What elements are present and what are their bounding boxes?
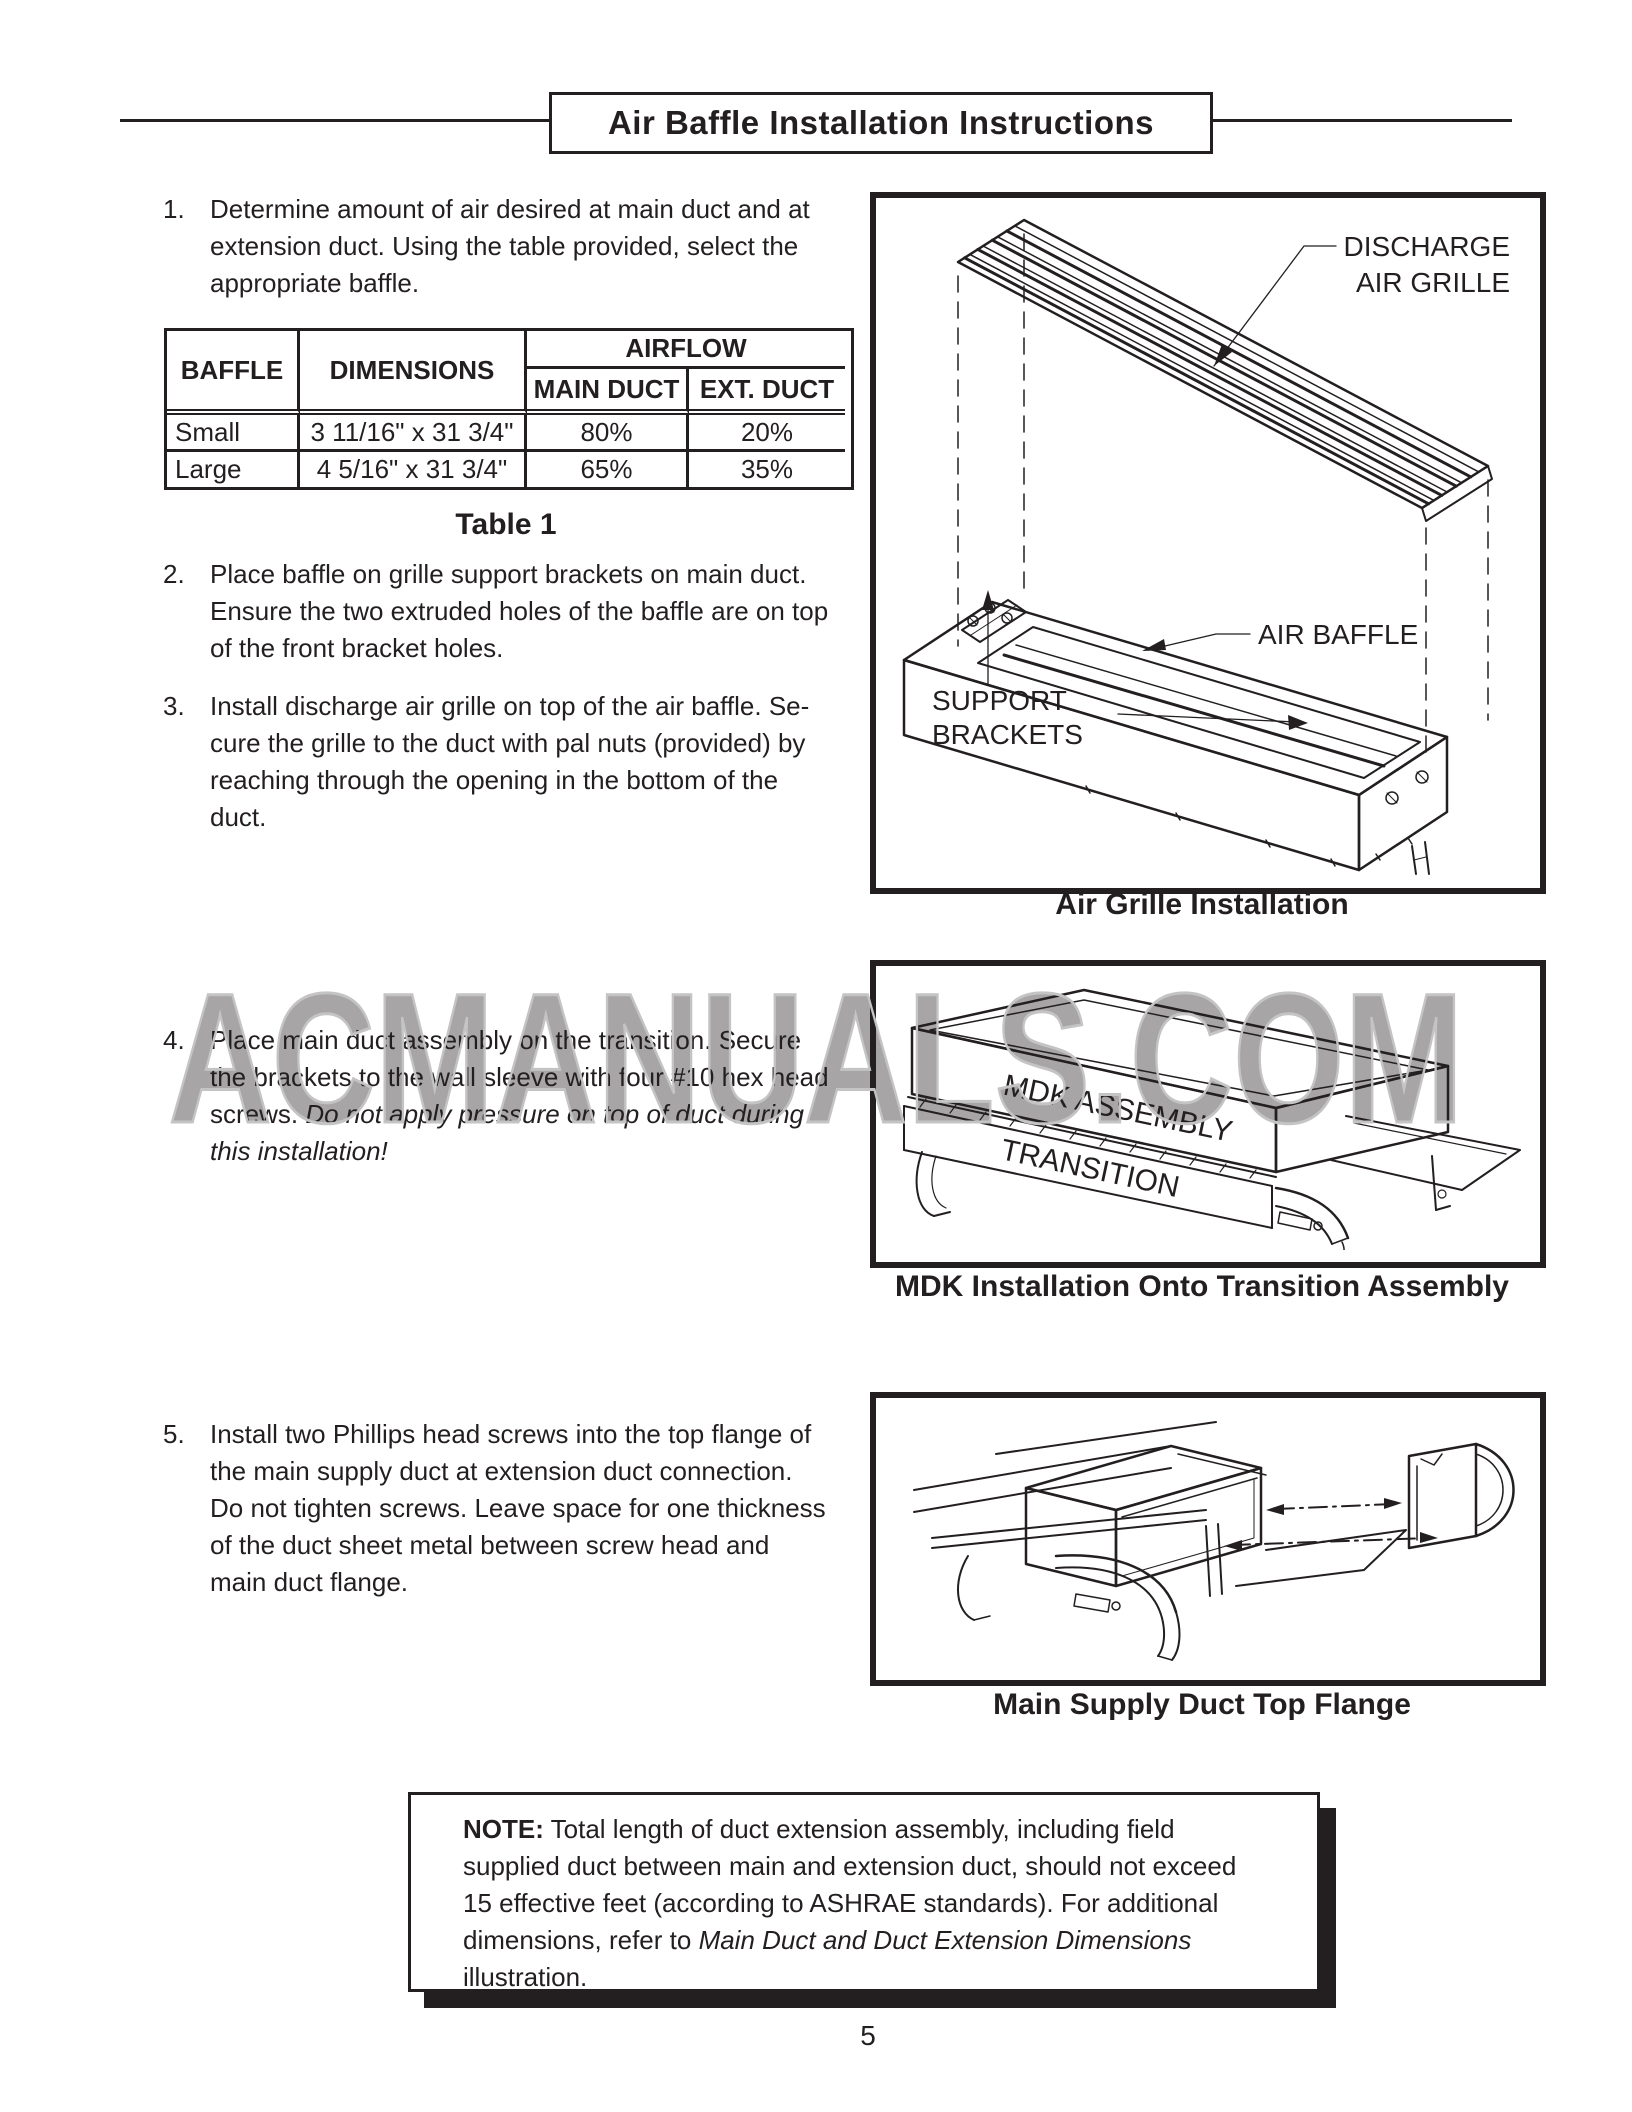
note-line-text: dimensions, refer to — [463, 1925, 699, 1955]
figure-mdk-installation — [870, 960, 1546, 1268]
dimension-arrowheads — [1224, 1498, 1438, 1551]
table-cell: 3 11/16" x 31 3/4" — [300, 415, 527, 452]
table-header-dimensions: DIMENSIONS — [300, 331, 527, 415]
step-line: appropriate baffle. — [210, 268, 420, 298]
label-mdk-assembly: MDK ASSEMBLY — [1000, 1068, 1236, 1149]
note-line — [463, 1922, 1317, 1959]
table-cell: 20% — [689, 415, 845, 452]
step-line-plain: screws. — [210, 1099, 306, 1129]
step-number: 3. — [163, 691, 185, 721]
top-flange-drawing — [876, 1398, 1528, 1668]
step-number: 2. — [163, 559, 185, 589]
step-line: reaching through the opening in the bottom of the — [210, 765, 779, 795]
mdk-drawing — [876, 966, 1528, 1250]
step-4 — [163, 1022, 853, 1170]
table-header-main-duct: MAIN DUCT — [527, 369, 689, 415]
label-air-baffle: AIR BAFFLE — [1258, 619, 1419, 650]
label-support-brackets-line1: SUPPORT — [932, 685, 1067, 716]
table-cell: 65% — [527, 452, 689, 487]
step-5 — [163, 1416, 853, 1601]
table-header-airflow: AIRFLOW — [527, 331, 845, 369]
note-line: 15 effective feet (according to ASHRAE standards). For additional — [463, 1888, 1219, 1918]
step-line: Do not tighten screws. Leave space for one thickness — [210, 1493, 826, 1523]
figure-air-grille-installation — [870, 192, 1546, 894]
step-1 — [163, 191, 853, 302]
label-support-brackets-line2: BRACKETS — [932, 719, 1083, 750]
leader-arrow-icon — [1142, 639, 1166, 651]
step-line: Determine amount of air desired at main duct and at — [210, 194, 810, 224]
label-discharge-air-grille-line1: DISCHARGE — [1343, 231, 1510, 262]
label-discharge-air-grille-line2: AIR GRILLE — [1355, 267, 1510, 298]
step-line: Install two Phillips head screws into the top flange of — [210, 1419, 812, 1449]
table-cell: 4 5/16" x 31 3/4" — [300, 452, 527, 487]
table-cell: Small — [167, 415, 300, 452]
note-label: NOTE: — [463, 1814, 544, 1844]
table-cell: Large — [167, 452, 300, 487]
table-cell: 35% — [740, 454, 794, 484]
note-line: supplied duct between main and extension duct, should not exceed — [463, 1851, 1237, 1881]
figure-main-supply-duct-top-flange — [870, 1392, 1546, 1686]
step-number: 4. — [163, 1025, 185, 1055]
step-line: Install discharge air grille on top of the air baffle. Se- — [210, 691, 810, 721]
step-3 — [163, 688, 853, 836]
baffle-airflow-table — [164, 328, 854, 490]
note-line: illustration. — [463, 1962, 588, 1992]
step-line: Ensure the two extruded holes of the baffle are on top — [210, 596, 829, 626]
step-line: the brackets to the wall sleeve with four #10 hex head — [210, 1062, 829, 1092]
step-line: Place main duct assembly on the transition. Secure — [210, 1025, 802, 1055]
step-number: 5. — [163, 1419, 185, 1449]
watermark-text: ACMANUALS.COM — [168, 956, 1464, 1162]
note-line — [463, 1811, 1317, 1848]
label-transition: TRANSITION — [997, 1133, 1183, 1205]
step-line-italic: Do not apply pressure on top of duct during — [305, 1099, 804, 1129]
figure3-caption: Main Supply Duct Top Flange — [993, 1688, 1411, 1721]
figure1-caption: Air Grille Installation — [1055, 888, 1349, 921]
step-number: 1. — [163, 194, 185, 224]
table-caption: Table 1 — [455, 508, 557, 541]
leader-arrow-icon — [982, 590, 994, 610]
step-line: extension duct. Using the table provided, select the — [210, 231, 799, 261]
table-header-baffle: BAFFLE — [167, 331, 300, 415]
note-box — [408, 1792, 1320, 1992]
step-2 — [163, 556, 853, 667]
step-line: duct. — [210, 802, 267, 832]
page-title — [549, 92, 1213, 154]
step-line: main duct flange. — [210, 1567, 409, 1597]
note-line-italic: Main Duct and Duct Extension Dimensions — [698, 1925, 1192, 1955]
step-line: Place baffle on grille support brackets on main duct. — [210, 559, 807, 589]
page-number: 5 — [860, 2020, 876, 2051]
step-line: the main supply duct at extension duct connection. — [210, 1456, 793, 1486]
table-header-ext-duct: EXT. DUCT — [689, 369, 845, 415]
figure2-caption: MDK Installation Onto Transition Assembly — [895, 1270, 1509, 1303]
step-line: of the front bracket holes. — [210, 633, 504, 663]
note-line-text: Total length of duct extension assembly, including field — [543, 1814, 1175, 1844]
air-grille-drawing — [876, 198, 1528, 876]
step-line: cure the grille to the duct with pal nuts (provided) by — [210, 728, 806, 758]
table-cell: 80% — [527, 415, 689, 452]
page-title-text: Air Baffle Installation Instructions — [607, 104, 1155, 141]
step-line: of the duct sheet metal between screw head and — [210, 1530, 770, 1560]
step-line — [210, 1096, 853, 1133]
step-line: this installation! — [210, 1136, 388, 1166]
